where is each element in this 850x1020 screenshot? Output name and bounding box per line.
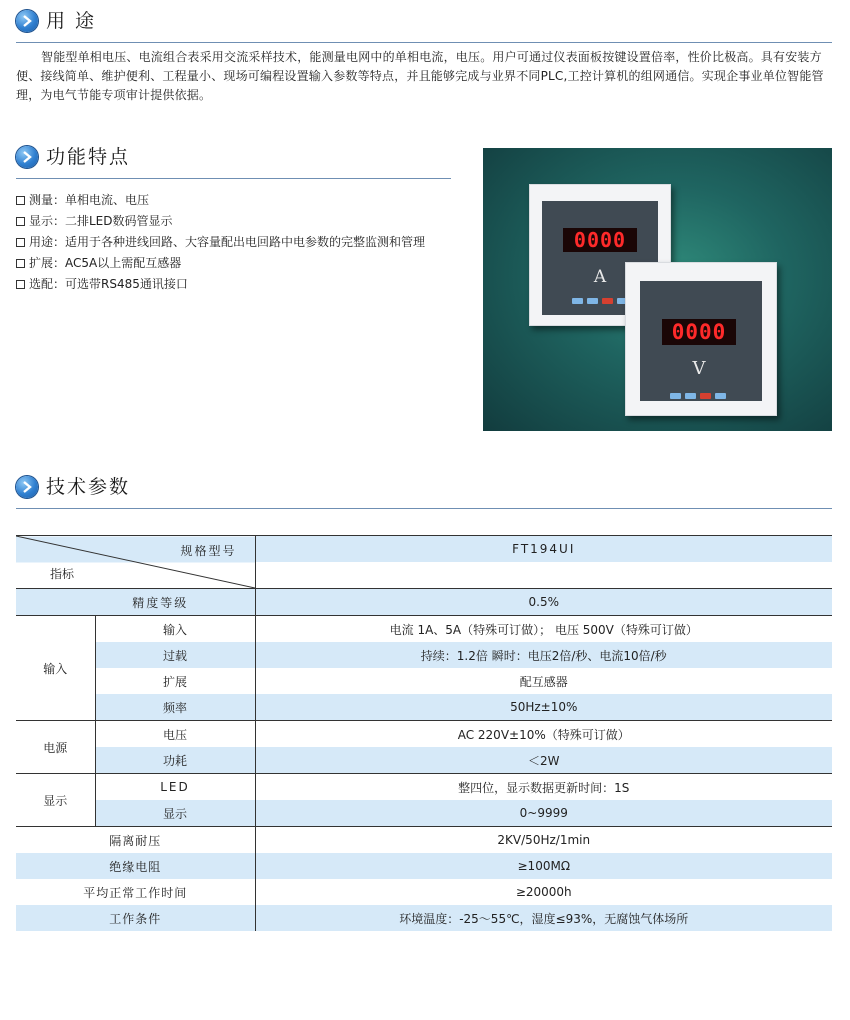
ammeter-display: 0000 <box>563 228 637 252</box>
list-item: 显示：二排LED数码管显示 <box>16 211 425 232</box>
group-power: 电源 <box>16 721 95 774</box>
list-item: 用途：适用于各种进线回路、大容量配出电回路中电参数的完整监测和管理 <box>16 232 425 253</box>
usage-section-header <box>16 6 832 43</box>
voltmeter-keys <box>670 393 726 399</box>
voltmeter-display: 0000 <box>662 319 736 345</box>
table-row: 平均正常工作时间 ≥20000h <box>16 879 832 905</box>
header-model-label: 规格型号 <box>180 544 237 558</box>
table-row: 隔离耐压 2KV/50Hz/1min <box>16 827 832 854</box>
group-input: 输入 <box>16 616 95 721</box>
chevron-right-icon <box>16 476 38 498</box>
table-row: 频率 50Hz±10% <box>16 694 832 721</box>
list-item: 扩展：AC5A以上需配互感器 <box>16 253 425 274</box>
model-value: FT194UI <box>255 536 832 563</box>
group-display: 显示 <box>16 774 95 827</box>
usage-paragraph: 智能型单相电压、电流组合表采用交流采样技术，能测量电网中的单相电流，电压。用户可通过仪表面板按键设置倍率，性价比极高。具有安装方便、接线简单、维护便利、工程量小、现场可编程设置输入参数等特点，并且能够完成与业界不同PLC,工控计算机的组网通信。实现企事业单位智能管理，为电气节能专项审计提供依据。 <box>16 50 824 102</box>
specs-section-header <box>16 472 832 509</box>
features-list <box>16 190 425 295</box>
voltmeter-unit: V <box>692 358 706 379</box>
list-item: 选配：可选带RS485通讯接口 <box>16 274 425 295</box>
spec-table <box>16 535 832 931</box>
table-row: 功耗 ＜2W <box>16 747 832 774</box>
header-indicator-label: 指标 <box>50 567 75 581</box>
checkbox-icon <box>16 280 25 289</box>
voltmeter-image <box>625 262 777 416</box>
ammeter-keys <box>572 298 628 304</box>
table-row: 显示 0~9999 <box>16 800 832 827</box>
chevron-right-icon <box>16 10 38 32</box>
product-photo <box>483 148 832 431</box>
table-row: 扩展 配互感器 <box>16 668 832 694</box>
checkbox-icon <box>16 259 25 268</box>
ammeter-unit: A <box>593 267 607 287</box>
table-row: 显示 LED 整四位，显示数据更新时间：1S <box>16 774 832 801</box>
table-row: 精度等级 0.5% <box>16 589 832 616</box>
checkbox-icon <box>16 217 25 226</box>
table-row: 绝缘电阻 ≥100MΩ <box>16 853 832 879</box>
table-row: 电源 电压 AC 220V±10%（特殊可订做） <box>16 721 832 748</box>
chevron-right-icon <box>16 146 38 168</box>
list-item: 测量：单相电流、电压 <box>16 190 425 211</box>
checkbox-icon <box>16 196 25 205</box>
table-row: 工作条件 环境温度：-25～55℃，湿度≤93%，无腐蚀气体场所 <box>16 905 832 931</box>
features-section-header <box>16 142 451 179</box>
table-row: 输入 输入 电流 1A、5A（特殊可订做）； 电压 500V（特殊可订做） <box>16 616 832 643</box>
features-title: 功能特点 <box>46 146 131 168</box>
table-row: 过载 持续：1.2倍 瞬时：电压2倍/秒、电流10倍/秒 <box>16 642 832 668</box>
specs-title: 技术参数 <box>46 476 131 498</box>
usage-title: 用 途 <box>46 10 97 32</box>
table-row <box>16 536 832 563</box>
checkbox-icon <box>16 238 25 247</box>
